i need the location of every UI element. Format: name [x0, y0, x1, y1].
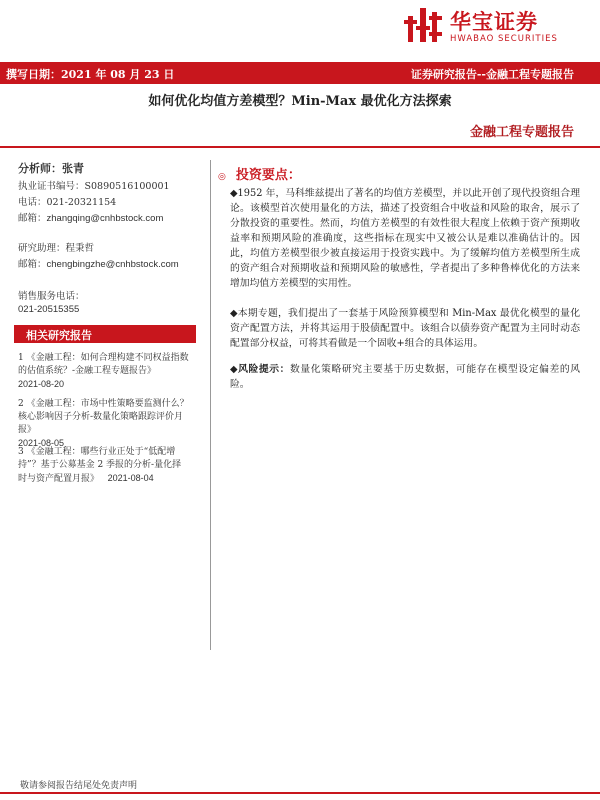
report-date: 撰写日期：2021 年 08 月 23 日	[6, 68, 175, 81]
risk-warning-text: 数量化策略研究主要基于历史数据，可能存在模型设定偏差的风险。	[230, 364, 581, 390]
key-points-heading: ◎ 投资要点：	[218, 168, 301, 183]
column-divider	[210, 160, 211, 650]
related-reports-heading: 相关研究报告	[14, 325, 196, 343]
assistant-email[interactable]: chengbingzhe@cnhbstock.com	[46, 259, 179, 270]
disclaimer-note: 敬请参阅报告结尾处免责声明	[20, 781, 138, 791]
analyst-email-row	[18, 210, 163, 224]
company-logo	[404, 4, 576, 48]
header-bar	[0, 62, 600, 84]
related-report-date: 2021-08-04	[107, 473, 154, 483]
assistant-name: 研究助理：程秉哲	[18, 243, 95, 254]
related-report-1[interactable]: 1 《金融工程：如何合理构建不同权益指数 的估值系统？-金融工程专题报告》 2021-08-20	[18, 352, 204, 391]
related-report-3[interactable]: 3 《金融工程：哪些行业正处于“低配增 持”？基于公募基金 2 季报的分析-量化择 时与资产配置月报》 2021-08-04	[18, 447, 182, 484]
bullet-icon: ◎	[218, 172, 226, 182]
brand-name-en: HWABAO SECURITIES	[450, 34, 558, 44]
sales-phone: 021-20515355	[18, 304, 80, 315]
related-report-2[interactable]: 2 《金融工程：市场中性策略要监测什么？ 核心影响因子分析-数量化策略跟踪评价月 报》 2021-08-05	[18, 398, 204, 450]
analyst-name: 分析师：张青	[18, 162, 84, 175]
analyst-phone: 电话：021-20321154	[18, 197, 117, 208]
huabao-logo-icon	[404, 6, 444, 44]
related-report-date: 2021-08-05	[18, 438, 65, 448]
title-divider	[0, 146, 600, 148]
key-point-paragraph: ◆1952 年，马科维兹提出了著名的均值方差模型，并以此开创了现代投资组合理论。该模型首次使用量化的方法，描述了投资组合中收益和风险的取舍，展示了分散投资的重要性。然而，均值方差模型的有效性很大程度上依赖于资产预期收益率和预期风险的准确度，这些指标在现实中又被公认是难以准确估计的。因此，均值方差模型很少被直接运用于投资实践中。为了缓解均值方差模型所生成的资产组合对预期收益和预期风险的敏感性，学者提出了多种鲁棒优化的方法来增加均值方差模型的实用性。	[230, 188, 580, 289]
assistant-email-row	[18, 256, 179, 270]
report-category: 证券研究报告--金融工程专题报告	[410, 68, 574, 81]
email-label: 邮箱：	[18, 213, 47, 224]
sales-label: 销售服务电话：	[18, 291, 85, 302]
key-point-paragraph: ◆本期专题，我们提出了一套基于风险预算模型和 Min-Max 最优化模型的量化资产配置方法，并将其运用于股债配置中。该组合以债券资产配置为主同时动态配置部分权益，可将其看做是一个固收+组合的具体运用。	[230, 308, 580, 349]
analyst-email[interactable]: zhangqing@cnhbstock.com	[46, 213, 164, 224]
license-number: 执业证书编号：S0890516100001	[18, 181, 170, 192]
related-report-date: 2021-08-20	[18, 379, 65, 389]
footer-divider	[0, 792, 600, 794]
report-title: 如何优化均值方差模型？Min-Max 最优化方法探索	[148, 94, 452, 109]
risk-warning	[230, 362, 580, 392]
assistant-email-label: 邮箱：	[18, 259, 47, 270]
brand-name-cn: 华宝证券	[450, 10, 538, 34]
risk-warning-label: ◆风险提示：	[230, 364, 291, 375]
report-type: 金融工程专题报告	[469, 125, 574, 140]
